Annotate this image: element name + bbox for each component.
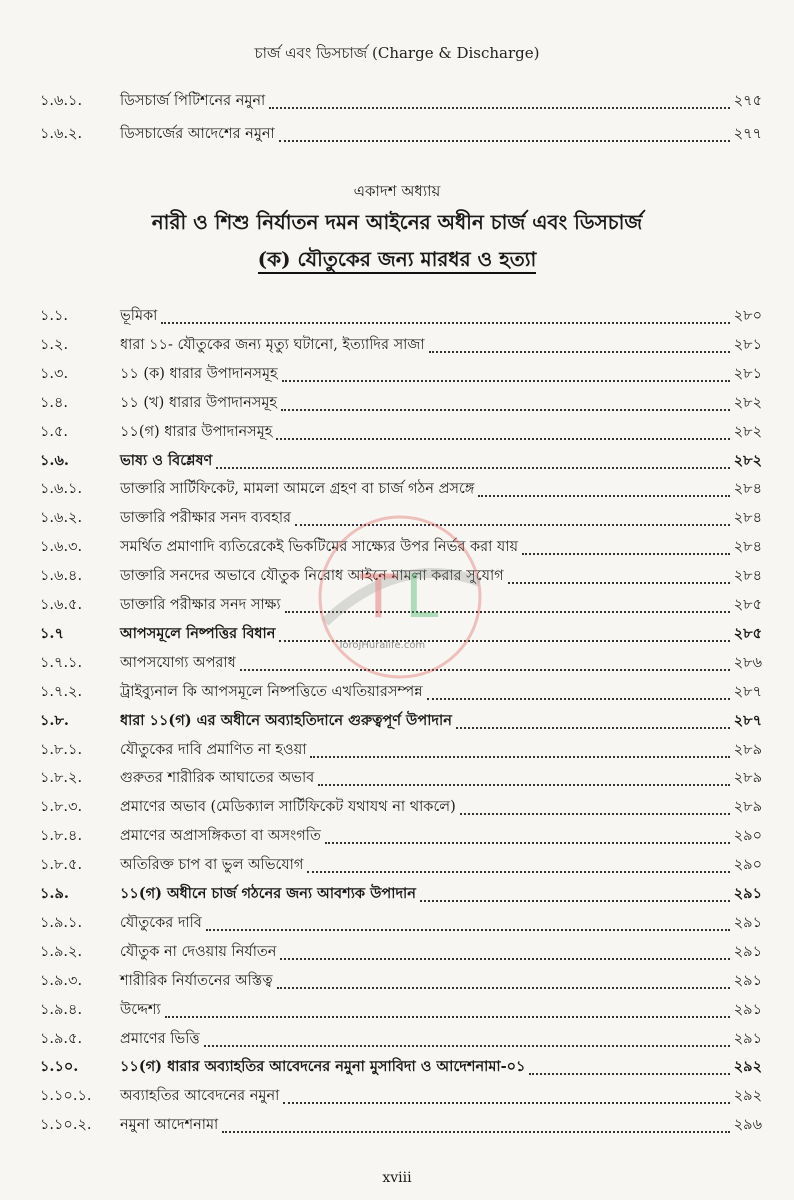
dot-leader [295,524,730,526]
toc-entry-page: ২৮৭ [733,711,762,729]
toc-entry [40,796,762,820]
toc-entry-title: ভাষ্য ও বিশ্লেষণ [120,451,213,469]
toc-entry-number: ১.৭.১. [40,654,83,671]
dot-leader [522,553,730,555]
toc-entry-title: ১১(গ) অধীনে চার্জ গঠনের জন্য আবশ্যক উপাদান [120,885,416,902]
toc-entry-title: যৌতুকের দাবি প্রমাণিত না হওয়া [120,741,307,758]
toc-entry-number: ১.৯.৩. [40,972,83,989]
dot-leader [276,438,729,440]
toc-entry-page: ২৯১ [733,972,762,989]
toc-entry-number: ১.১০.১. [40,1088,92,1105]
toc-entry-page: ২৯১ [733,1030,762,1047]
toc-entry-number: ১.৯.৪. [40,1001,83,1018]
toc-entry-title: ট্রাইব্যুনাল কি আপসমূলে নিষ্পত্তিতে এখতিয়ারসম্পন্ন [120,683,423,700]
toc-entry-page: ২৯১ [733,914,762,931]
toc-entry [40,90,762,114]
toc-entry-page: ২৯১ [733,1001,762,1018]
toc-entry [40,1056,762,1080]
toc-entry [40,565,762,589]
dot-leader [460,813,730,815]
dot-leader [529,1073,729,1075]
toc-entry [40,305,762,329]
toc-entry-number: ১.৭ [40,624,64,642]
watermark-text: TorojHuralife.com [338,640,426,651]
toc-entry-number: ১.১০.২. [40,1117,92,1134]
toc-entry-number: ১.৬.৪. [40,568,83,585]
toc-entry [40,999,762,1023]
toc-entry [40,767,762,791]
toc-entry-title: উদ্দেশ্য [120,1001,161,1018]
toc-entry-number: ১.৯.৫. [40,1030,83,1047]
toc-entry-page: ২৮৫ [733,597,762,613]
toc-entry-page: ২৯২ [733,1058,762,1076]
toc-entry [40,652,762,676]
toc-entry-page: ২৮৬ [733,654,762,671]
toc-entry-title: ডিসচার্জের আদেশের নমুনা [120,126,275,142]
toc-entry-number: ১.৮. [40,711,69,729]
toc-entry-page: ২৯৬ [733,1117,762,1134]
dot-leader [325,842,730,844]
toc-entry-number: ১.১০. [40,1058,79,1076]
toc-entry-title: ১১ (ক) ধারার উপাদানসমূহ [120,365,278,382]
toc-entry-number: ১.৯. [40,885,69,902]
toc-entry-page: ২৭৭ [733,126,762,142]
dot-leader [310,756,729,758]
dot-leader [161,322,729,324]
toc-entry-number: ১.৯.২. [40,943,83,960]
dot-leader [281,409,730,411]
toc-entry-title: গুরুতর শারীরিক আঘাতের অভাব [120,770,315,787]
toc-entry-number: ১.৬. [40,451,69,469]
toc-entry-number: ১.৬.২. [40,510,83,527]
toc-entry [40,883,762,907]
chapter-label: একাদশ অধ্যায় [353,182,441,200]
toc-entry [40,536,762,560]
toc-entry-page: ২৮৫ [733,624,762,642]
toc-entry-title: ধারা ১১- যৌতুকের জন্য মৃত্যু ঘটানো, ইত্যাদির সাজা [120,336,425,353]
dot-leader [508,582,730,584]
dot-leader [429,351,730,353]
dot-leader [204,1045,730,1047]
toc-entry-title: আপসমূলে নিষ্পত্তির বিধান [120,624,276,642]
toc-entry [40,1085,762,1109]
toc-entry [40,392,762,416]
toc-entry-title: ১১ (খ) ধারার উপাদানসমূহ [120,394,278,411]
toc-entry-number: ১.৮.৪. [40,828,83,845]
toc-entry-title: ডিসচার্জ পিটিশনের নমুনা [120,93,266,109]
toc-entry-title: অতিরিক্ত চাপ বা ভুল অভিযোগ [120,857,304,874]
dot-leader [280,958,729,960]
toc-entry-title: শারীরিক নির্যাতনের অস্তিত্ব [120,972,273,989]
toc-entry [40,334,762,358]
dot-leader [165,1016,730,1018]
dot-leader [282,380,730,382]
toc-entry [40,681,762,705]
toc-entry [40,478,762,502]
toc-entry-title: যৌতুকের দাবি [120,914,202,931]
watermark-glyphs: T [360,562,397,632]
toc-entry-page: ২৮২ [733,451,762,469]
page-folio: xviii [382,1170,412,1186]
toc-entry-title: ডাক্তারি সনদের অভাবে যৌতুক নিরোধ আইনে মামলা করার সুযোগ [120,568,504,585]
dot-leader [222,1131,730,1133]
dot-leader [240,669,730,671]
toc-entry-number: ১.৬.৩. [40,539,83,556]
toc-entry-title: ভূমিকা [120,308,158,324]
toc-entry [40,594,762,618]
toc-entry-title: সমর্থিত প্রমাণাদি ব্যতিরেকেই ভিকটিমের সাক্ষ্যের উপর নির্ভর করা যায় [120,539,519,556]
dot-leader [269,107,729,109]
toc-entry-page: ২৯০ [733,857,762,874]
toc-entry-page: ২৮২ [733,394,762,411]
toc-entry-page: ২৮৪ [733,481,762,498]
toc-entry-number: ১.৫. [40,423,69,440]
toc-entry-number: ১.৪. [40,394,69,411]
dot-leader [216,467,729,469]
toc-entry-number: ১.৯.১. [40,914,83,931]
toc-entry-number: ১.১. [40,308,69,324]
toc-entry-title: আপসযোগ্য অপরাধ [120,654,236,671]
toc-entry-page: ২৮৭ [733,683,762,700]
toc-entry-page: ২৮৯ [733,770,762,787]
toc-entry-number: ১.৮.২. [40,770,83,787]
toc-entry-title: ১১(গ) ধারার উপাদানসমূহ [120,423,273,440]
toc-entry-number: ১.৭.২. [40,683,83,700]
toc-entry-page: ২৮০ [733,308,762,324]
dot-leader [456,727,730,729]
watermark-glyphs-2: L [405,562,439,632]
toc-entry-title: ডাক্তারি পরীক্ষার সনদ ব্যবহার [120,510,292,527]
dot-leader [420,900,730,902]
toc-entry-number: ১.৮.১. [40,741,83,758]
running-header: চার্জ এবং ডিসচার্জ (Charge & Discharge) [254,44,540,62]
toc-entry [40,854,762,878]
toc-entry-number: ১.২. [40,336,69,353]
chapter-title: নারী ও শিশু নির্যাতন দমন আইনের অধীন চার্জ এবং ডিসচার্জ [151,210,643,234]
section-title-text: (ক) যৌতুকের জন্য মারধর ও হত্যা [258,247,537,274]
toc-entry-number: ১.৬.১. [40,481,83,498]
toc-entry [40,363,762,387]
toc-entry [40,1114,762,1138]
toc-entry-page: ২৮৯ [733,799,762,816]
section-title [0,245,794,278]
toc-entry-number: ১.৩. [40,365,69,382]
toc-entry [40,739,762,763]
toc-entry-title: যৌতুক না দেওয়ায় নির্যাতন [120,943,277,960]
dot-leader [478,495,729,497]
toc-entry-page: ২৮৯ [733,741,762,758]
toc-entry-page: ২৮৪ [733,539,762,556]
toc-entry-page: ২৯১ [733,943,762,960]
toc-entry [40,421,762,445]
toc-entry-title: ডাক্তারি পরীক্ষার সনদ সাক্ষ্য [120,597,281,613]
dot-leader [307,871,729,873]
toc-entry [40,123,762,147]
toc-entry-page: ২৮১ [733,336,762,353]
dot-leader [283,1102,729,1104]
dot-leader [318,784,730,786]
toc-entry-title: প্রমাণের ভিত্তি [120,1030,200,1047]
toc-entry [40,710,762,734]
toc-entry-number: ১.৬.১. [40,93,83,109]
toc-entry [40,1028,762,1052]
dot-leader [277,987,730,989]
dot-leader [427,698,730,700]
toc-entry [40,825,762,849]
toc-entry-title: নমুনা আদেশনামা [120,1117,219,1134]
toc-entry [40,507,762,531]
toc-entry-page: ২৮১ [733,365,762,382]
toc-entry-number: ১.৬.২. [40,126,83,142]
toc-entry-title: ১১(গ) ধারার অব্যাহতির আবেদনের নমুনা মুসাবিদা ও আদেশনামা-০১ [120,1058,526,1076]
toc-entry-number: ১.৬.৫. [40,597,83,613]
toc-entry [40,941,762,965]
toc-entry-title: প্রমাণের অভাব (মেডিক্যাল সার্টিফিকেট যথাযথ না থাকলে) [120,799,456,816]
dot-leader [279,140,730,142]
toc-entry [40,970,762,994]
toc-entry-page: ২৯১ [733,885,762,902]
toc-entry [40,912,762,936]
toc-entry [40,450,762,474]
toc-entry-page: ২৮২ [733,423,762,440]
toc-entry-title: অব্যাহতির আবেদনের নমুনা [120,1088,280,1105]
toc-entry-title: ধারা ১১(গ) এর অধীনে অব্যাহতিদানে গুরুত্বপূর্ণ উপাদান [120,711,452,729]
toc-entry-page: ২৭৫ [733,93,762,109]
toc-entry-page: ২৯২ [733,1088,762,1105]
toc-entry-number: ১.৮.৩. [40,799,83,816]
toc-entry-page: ২৯০ [733,828,762,845]
toc-entry-number: ১.৮.৫. [40,857,83,874]
toc-entry-page: ২৮৪ [733,510,762,527]
dot-leader [206,929,730,931]
toc-entry-page: ২৮৪ [733,568,762,585]
dot-leader [285,611,730,613]
toc-entry-title: ডাক্তারি সার্টিফিকেট, মামলা আমলে গ্রহণ বা চার্জ গঠন প্রসঙ্গে [120,481,475,498]
toc-entry-title: প্রমাণের অপ্রাসঙ্গিকতা বা অসংগতি [120,828,321,845]
